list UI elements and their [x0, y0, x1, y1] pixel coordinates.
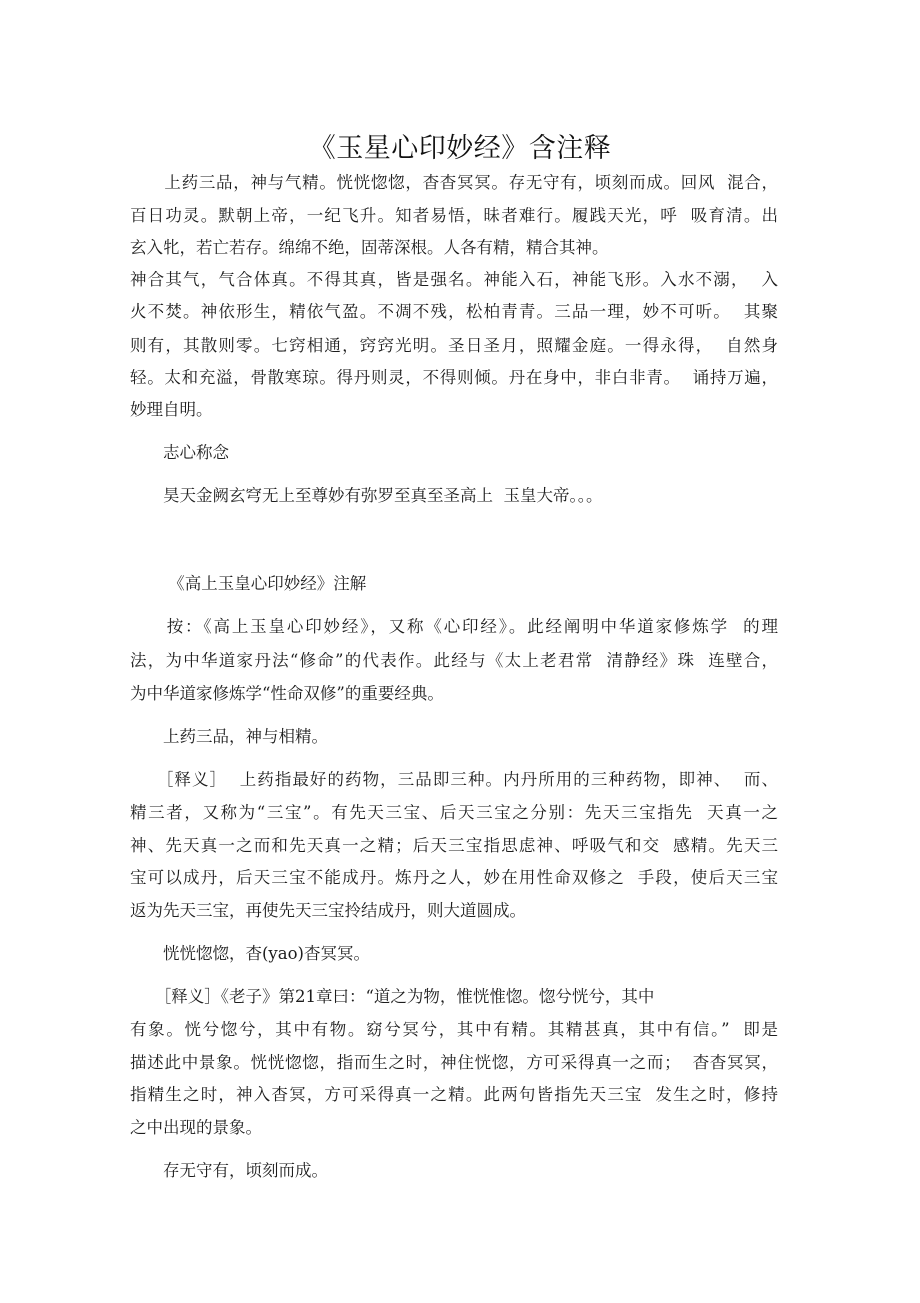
section-heading: 《高上玉皇心印妙经》注解 [130, 574, 367, 593]
text-line: ［释义］《老子》第21章曰：“道之为物，惟恍惟惚。惚兮恍兮，其中 [130, 987, 655, 1006]
text-line: 上药三品，神与气精。恍恍惚惚，杳杳冥冥。存无守有，顷刻而成。回风 混合， [130, 173, 778, 192]
text-line: 宝可以成丹，后天三宝不能成丹。炼丹之人，妙在用性命双修之 手段，使后天三宝 [130, 868, 778, 887]
text-line: 有象。恍兮惚兮，其中有物。窈兮冥兮，其中有精。其精甚真，其中有信。” 即是 [130, 1020, 778, 1039]
text-line: 上药三品，神与相精。 [130, 727, 328, 746]
text-line: 神、先天真一之而和先天真一之精；后天三宝指思虑神、呼吸气和交 感精。先天三 [130, 836, 778, 855]
text-line: 轻。太和充溢，骨散寒琼。得丹则灵，不得则倾。丹在身中，非白非青。 诵持万遍， [130, 368, 778, 387]
text-line: 指精生之时，神入杳冥，方可采得真一之精。此两句皆指先天三宝 发生之时，修持 [130, 1085, 778, 1104]
text-line: 神合其气，气合体真。不得其真，皆是强名。神能入石，神能飞形。入水不溺， 入 [130, 270, 778, 289]
text-line: ［释义］ 上药指最好的药物，三品即三种。内丹所用的三种药物，即神、 而、 [130, 770, 778, 789]
text-line: 昊天金阙玄穹无上至尊妙有弥罗至真至圣高上 玉皇大帝。。。 [130, 486, 603, 505]
text-line: 返为先天三宝，再使先天三宝拎结成丹，则大道圆成。 [130, 901, 526, 920]
text-line: 志心称念 [130, 443, 229, 462]
text-line: 按：《高上玉皇心印妙经》，又称《心印经》。此经阐明中华道家修炼学 的理 [130, 617, 778, 636]
text-line: 之中出现的景象。 [130, 1118, 262, 1137]
text-line: 存无守有，顷刻而成。 [130, 1161, 328, 1180]
text-line: 则有，其散则零。七窍相通，窍窍光明。圣日圣月，照耀金庭。一得永得， 自然身 [130, 336, 778, 355]
text-line: 描述此中景象。恍恍惚惚，指而生之时，神住恍惚，方可采得真一之而； 杳杳冥冥， [130, 1053, 778, 1072]
document-title: 《玉星心印妙经》含注释 [308, 133, 612, 164]
text-line: 妙理自明。 [130, 400, 213, 419]
text-line: 精三者，又称为“三宝”。有先天三宝、后天三宝之分别：先天三宝指先 天真一之 [130, 803, 778, 822]
text-line: 为中华道家修炼学“性命双修”的重要经典。 [130, 684, 444, 703]
text-line: 恍恍惚惚，杳(yao)杳冥冥。 [130, 944, 370, 963]
text-line: 火不焚。神依形生，精依气盈。不凋不残，松柏青青。三品一理，妙不可听。 其聚 [130, 302, 778, 321]
text-line: 百日功灵。默朝上帝，一纪飞升。知者易悟，昧者难行。履践天光，呼 吸育清。出 [130, 206, 778, 225]
text-line: 法，为中华道家丹法“修命”的代表作。此经与《太上老君常 清静经》珠 连壁合， [130, 651, 778, 670]
text-line: 玄入牝，若亡若存。绵绵不绝，固蒂深根。人各有精，精合其神。 [130, 238, 609, 257]
